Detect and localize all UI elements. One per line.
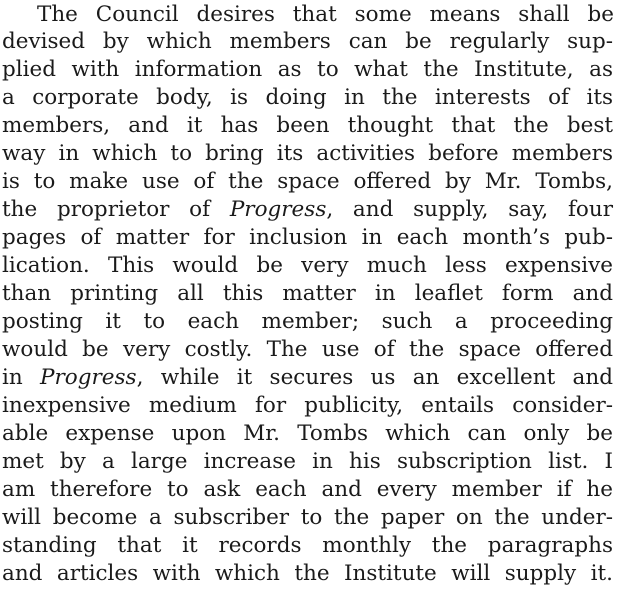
text-line: standing that it records monthly the paragraphs bbox=[2, 533, 613, 558]
publication-title: Progress bbox=[229, 197, 327, 222]
text-line: will become a subscriber to the paper on the under- bbox=[2, 505, 613, 530]
text-line: am therefore to ask each and every member if he bbox=[2, 477, 613, 502]
text-line: a corporate body, is doing in the interests of its bbox=[2, 85, 613, 110]
text-line: The Council desires that some means shall be bbox=[37, 2, 614, 27]
text-line: inexpensive medium for publicity, entails consider- bbox=[2, 393, 613, 418]
text-line: than printing all this matter in leaflet form and bbox=[2, 281, 613, 306]
text-line: members, and it has been thought that the best bbox=[2, 113, 613, 138]
text-line: way in which to bring its activities before members bbox=[2, 141, 613, 166]
text-line: met by a large increase in his subscription list. I bbox=[2, 449, 613, 474]
text-line: posting it to each member; such a proceeding bbox=[2, 309, 613, 334]
text-line: lication. This would be very much less expensive bbox=[2, 253, 613, 278]
text-line: able expense upon Mr. Tombs which can only be bbox=[2, 421, 613, 446]
text-line: is to make use of the space offered by Mr. Tombs, bbox=[2, 169, 613, 194]
text-line: devised by which members can be regularly sup- bbox=[2, 29, 613, 54]
text-line: in Progress, while it secures us an excellent and bbox=[2, 365, 613, 390]
publication-title: Progress bbox=[40, 365, 137, 390]
text-line: the proprietor of Progress, and supply, say, four bbox=[2, 197, 613, 222]
text-line: would be very costly. The use of the space offered bbox=[2, 337, 613, 362]
text-line: plied with information as to what the Institute, as bbox=[2, 57, 613, 82]
text-line: and articles with which the Institute will supply it. bbox=[2, 561, 613, 586]
text-line: pages of matter for inclusion in each month’s pub- bbox=[2, 225, 613, 250]
